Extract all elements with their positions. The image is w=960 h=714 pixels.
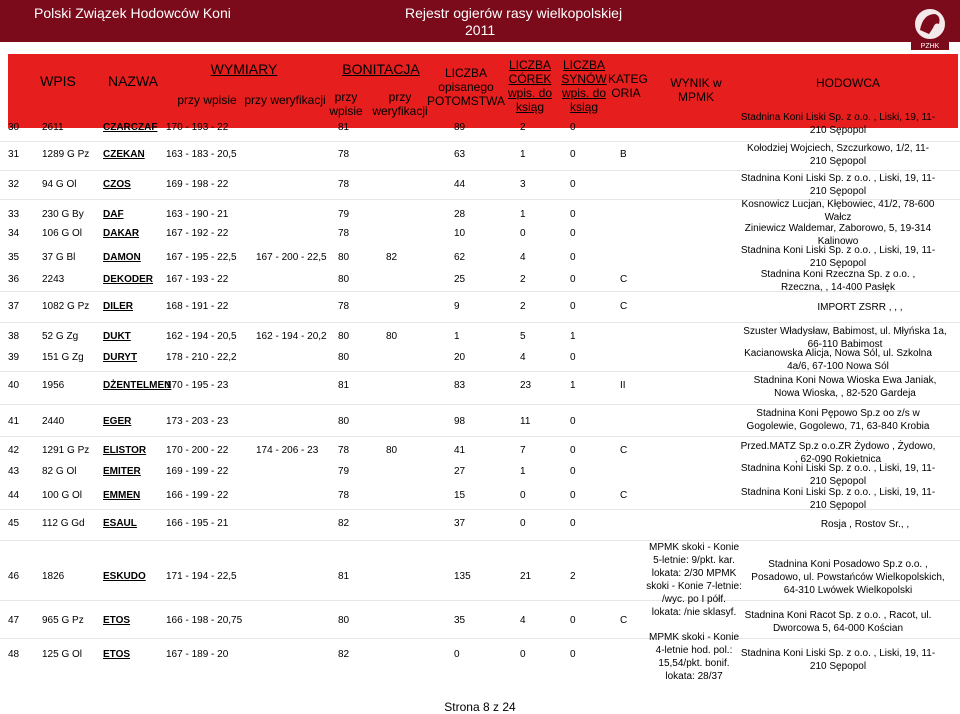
cell-nr: 36 — [8, 274, 20, 285]
cell-nr: 41 — [8, 416, 20, 427]
cell-w1: 178 - 210 - 22,2 — [166, 352, 237, 363]
cell-b1: 81 — [338, 571, 350, 582]
breeder-entry: Stadnina Koni Liski Sp. z o.o. , Liski, 19, 11-210 Sępopol — [740, 463, 936, 487]
breeder-entry: Przed.MATZ Sp.z o.o.ZR Żydowo , Żydowo, , 62-090 Rokietnica — [740, 441, 936, 465]
cell-b1: 78 — [338, 149, 350, 160]
cell-b1: 80 — [338, 252, 350, 263]
cell-nazwa: ETOS — [103, 615, 131, 626]
cell-cor: 23 — [520, 380, 532, 391]
cell-b1: 82 — [338, 518, 350, 529]
cell-wpis: 1956 — [42, 380, 65, 391]
cell-nr: 45 — [8, 518, 20, 529]
cell-nr: 39 — [8, 352, 20, 363]
breeder-entry: Stadnina Koni Racot Sp. z o.o. , Racot, ul. Dworcowa 5, 64-000 Kościan — [744, 610, 932, 634]
cell-syn: 0 — [570, 228, 576, 239]
cell-b2: 80 — [386, 331, 398, 342]
breeder-entry: Ziniewicz Waldemar, Zaborowo, 5, 19-314 Kalinowo — [744, 223, 932, 247]
cell-cor: 4 — [520, 252, 526, 263]
cell-wpis: 82 G Ol — [42, 466, 77, 477]
row-separator — [0, 638, 960, 639]
cell-nazwa: DŻENTELMEN — [103, 380, 172, 391]
cell-kat: C — [620, 445, 628, 456]
cell-w1: 170 - 195 - 23 — [166, 380, 229, 391]
document-title: Rejestr ogierów rasy wielkopolskiej — [405, 5, 623, 21]
cell-cor: 1 — [520, 209, 526, 220]
cell-nr: 47 — [8, 615, 20, 626]
cell-nazwa: CZOS — [103, 179, 131, 190]
cell-w1: 166 - 199 - 22 — [166, 490, 229, 501]
cell-nazwa: CZARCZAF — [103, 122, 158, 133]
header-bonitacja-weryfikacja: przy weryfikacji — [372, 90, 428, 118]
breeder-entry: Stadnina Koni Rzeczna Sp. z o.o. , Rzeczna, , 14-400 Pasłęk — [760, 269, 916, 293]
header-corek: LICZBA CÓREK wpis. do ksiąg — [507, 58, 553, 114]
cell-nr: 46 — [8, 571, 20, 582]
cell-syn: 0 — [570, 122, 576, 133]
header-wpis: WPIS — [40, 73, 76, 89]
cell-nazwa: ETOS — [103, 649, 131, 660]
cell-cor: 2 — [520, 274, 526, 285]
cell-nr: 35 — [8, 252, 20, 263]
cell-pot: 25 — [454, 274, 466, 285]
breeder-entry: Szuster Władysław, Babimost, ul. Młyńska 1a, 66-110 Babimost — [743, 326, 947, 350]
cell-wynik: MPMK skoki - Konie 4-letnie hod. pol.: 15,54/pkt. bonif. lokata: 28/37 — [648, 632, 740, 682]
cell-wpis: 1291 G Pz — [42, 445, 90, 456]
header-wynik: WYNIK w MPMK — [670, 76, 722, 104]
cell-pot: 44 — [454, 179, 466, 190]
cell-syn: 0 — [570, 416, 576, 427]
breeder-entry: Kacianowska Alicja, Nowa Sól, ul. Szkolna 4a/6, 67-100 Nowa Sól — [744, 348, 932, 372]
cell-wpis: 106 G Ol — [42, 228, 83, 239]
cell-wpis: 965 G Pz — [42, 615, 84, 626]
cell-wpis: 230 G By — [42, 209, 84, 220]
cell-b1: 79 — [338, 466, 350, 477]
cell-nr: 34 — [8, 228, 20, 239]
cell-syn: 0 — [570, 209, 576, 220]
cell-wpis: 2611 — [42, 122, 64, 133]
cell-cor: 21 — [520, 571, 532, 582]
cell-nazwa: DAMON — [103, 252, 141, 263]
cell-b1: 81 — [338, 380, 350, 391]
cell-w1: 163 - 190 - 21 — [166, 209, 229, 220]
cell-syn: 0 — [570, 615, 576, 626]
cell-b1: 80 — [338, 615, 350, 626]
cell-w1: 168 - 191 - 22 — [166, 301, 229, 312]
cell-wynik: MPMK skoki - Konie 5-letnie: 9/pkt. kar. lokata: 2/30 MPMK skoki - Konie 7-letnie: /wyc. po I półf. lokata: /nie sklasyf. — [646, 542, 742, 618]
cell-w1: 169 - 199 - 22 — [166, 466, 229, 477]
header-bonitacja: BONITACJA — [342, 61, 420, 77]
cell-w1: 166 - 195 - 21 — [166, 518, 229, 529]
cell-nazwa: ELISTOR — [103, 445, 147, 456]
organization-name: Polski Związek Hodowców Koni — [34, 5, 231, 21]
cell-cor: 4 — [520, 352, 526, 363]
row-separator — [0, 404, 960, 405]
cell-syn: 0 — [570, 466, 576, 477]
cell-nr: 44 — [8, 490, 20, 501]
cell-cor: 0 — [520, 490, 526, 501]
cell-cor: 0 — [520, 649, 526, 660]
cell-syn: 1 — [570, 331, 576, 342]
pzhk-logo — [905, 2, 955, 52]
cell-w1: 170 - 200 - 22 — [166, 445, 229, 456]
cell-cor: 7 — [520, 445, 526, 456]
cell-wpis: 94 G Ol — [42, 179, 77, 190]
cell-cor: 5 — [520, 331, 526, 342]
cell-w1: 167 - 195 - 22,5 — [166, 252, 237, 263]
cell-nazwa: DEKODER — [103, 274, 154, 285]
cell-syn: 0 — [570, 179, 576, 190]
cell-cor: 4 — [520, 615, 526, 626]
cell-pot: 28 — [454, 209, 466, 220]
cell-pot: 20 — [454, 352, 466, 363]
cell-b1: 78 — [338, 490, 350, 501]
cell-nazwa: EMITER — [103, 466, 141, 477]
logo-text: PZHK — [920, 43, 940, 50]
cell-wpis: 151 G Zg — [42, 352, 84, 363]
breeder-entry: Stadnina Koni Posadowo Sp.z o.o. , Posadowo, ul. Powstańców Wielkopolskich, 64-310 Lwówek Wielkopolski — [751, 559, 945, 596]
cell-syn: 1 — [570, 380, 576, 391]
cell-w1: 167 - 192 - 22 — [166, 228, 229, 239]
header-kategoria: KATEG ORIA — [608, 72, 648, 100]
cell-b1: 79 — [338, 209, 350, 220]
header-potomstwo: LICZBA opisanego POTOMSTWA — [427, 66, 505, 108]
cell-w1: 167 - 189 - 20 — [166, 649, 229, 660]
row-separator — [0, 600, 960, 601]
cell-w2: 167 - 200 - 22,5 — [256, 252, 327, 263]
cell-b1: 78 — [338, 228, 350, 239]
breeder-entry: Stadnina Koni Liski Sp. z o.o. , Liski, 19, 11-210 Sępopol — [740, 245, 936, 269]
cell-wpis: 2243 — [42, 274, 65, 285]
cell-nr: 30 — [8, 122, 20, 133]
cell-syn: 0 — [570, 301, 576, 312]
cell-pot: 35 — [454, 615, 466, 626]
cell-nr: 42 — [8, 445, 20, 456]
cell-pot: 41 — [454, 445, 466, 456]
cell-wpis: 1082 G Pz — [42, 301, 90, 312]
cell-wpis: 1826 — [42, 571, 65, 582]
cell-b2: 80 — [386, 445, 398, 456]
breeder-entry: Stadnina Koni Liski Sp. z o.o. , Liski, 19, 11-210 Sępopol — [740, 173, 936, 197]
breeder-entry: IMPORT ZSRR , , , — [817, 302, 903, 313]
header-wymiary: WYMIARY — [210, 61, 278, 77]
cell-syn: 0 — [570, 149, 576, 160]
cell-kat: C — [620, 615, 628, 626]
cell-nazwa: EGER — [103, 416, 132, 427]
cell-w1: 170 - 193 - 22 — [166, 122, 229, 133]
breeder-entry: Stadnina Koni Liski Sp. z o.o. , Liski, 19, 11-210 Sępopol — [740, 112, 936, 136]
cell-b1: 80 — [338, 416, 350, 427]
cell-nazwa: DURYT — [103, 352, 138, 363]
cell-cor: 2 — [520, 122, 526, 133]
cell-nr: 33 — [8, 209, 20, 220]
cell-wpis: 112 G Gd — [42, 518, 85, 529]
cell-pot: 15 — [454, 490, 466, 501]
cell-syn: 0 — [570, 649, 576, 660]
cell-w1: 162 - 194 - 20,5 — [166, 331, 237, 342]
cell-nazwa: DILER — [103, 301, 133, 312]
cell-wpis: 125 G Ol — [42, 649, 83, 660]
cell-w1: 166 - 198 - 20,75 — [166, 615, 243, 626]
cell-b1: 80 — [338, 331, 350, 342]
cell-kat: C — [620, 490, 628, 501]
cell-b1: 80 — [338, 352, 350, 363]
cell-wpis: 2440 — [42, 416, 65, 427]
cell-nr: 38 — [8, 331, 20, 342]
cell-w1: 169 - 198 - 22 — [166, 179, 229, 190]
cell-cor: 0 — [520, 228, 526, 239]
cell-nr: 43 — [8, 466, 20, 477]
cell-syn: 0 — [570, 252, 576, 263]
cell-syn: 0 — [570, 274, 576, 285]
top-banner — [0, 0, 960, 42]
cell-nr: 37 — [8, 301, 20, 312]
header-bonitacja-wpis: przy wpisie — [329, 90, 363, 118]
breeder-entry: Kołodziej Wojciech, Szczurkowo, 1/2, 11-210 Sępopol — [747, 143, 929, 167]
cell-kat: B — [620, 149, 627, 160]
header-wymiary-weryfikacja: przy weryfikacji — [244, 93, 326, 107]
cell-wpis: 1289 G Pz — [42, 149, 90, 160]
cell-kat: C — [620, 301, 628, 312]
header-hodowca: HODOWCA — [816, 76, 880, 90]
breeder-entry: Stadnina Koni Pępowo Sp.z oo z/s w Gogolewie, Gogolewo, 71, 63-840 Krobia — [746, 408, 930, 432]
breeder-entry: Stadnina Koni Liski Sp. z o.o. , Liski, 19, 11-210 Sępopol — [740, 648, 936, 672]
cell-syn: 0 — [570, 518, 576, 529]
cell-syn: 0 — [570, 445, 576, 456]
cell-b1: 82 — [338, 649, 350, 660]
cell-wpis: 100 G Ol — [42, 490, 83, 501]
cell-nazwa: ESKUDO — [103, 571, 146, 582]
cell-pot: 63 — [454, 149, 466, 160]
cell-nazwa: DUKT — [103, 331, 131, 342]
cell-cor: 1 — [520, 149, 526, 160]
cell-pot: 37 — [454, 518, 466, 529]
row-separator — [0, 436, 960, 437]
header-wymiary-wpis: przy wpisie — [177, 93, 237, 107]
cell-w2: 174 - 206 - 23 — [256, 445, 319, 456]
breeder-entry: Rosja , Rostov Sr., , — [820, 519, 910, 530]
header-synow: LICZBA SYNÓW wpis. do ksiąg — [561, 58, 607, 114]
cell-b1: 81 — [338, 122, 350, 133]
cell-w1: 173 - 203 - 23 — [166, 416, 229, 427]
cell-b1: 78 — [338, 445, 350, 456]
cell-pot: 83 — [454, 380, 466, 391]
cell-b1: 78 — [338, 179, 350, 190]
cell-w1: 163 - 183 - 20,5 — [166, 149, 237, 160]
cell-syn: 0 — [570, 490, 576, 501]
cell-pot: 135 — [454, 571, 471, 582]
cell-pot: 62 — [454, 252, 466, 263]
breeder-entry: Stadnina Koni Nowa Wioska Ewa Janiak, Nowa Wioska, , 82-520 Gardeja — [753, 375, 937, 399]
header-nazwa: NAZWA — [107, 73, 159, 89]
cell-pot: 9 — [454, 301, 460, 312]
cell-b2: 82 — [386, 252, 398, 263]
cell-pot: 89 — [454, 122, 466, 133]
row-separator — [0, 170, 960, 171]
cell-kat: II — [620, 380, 626, 391]
cell-w2: 162 - 194 - 20,2 — [256, 331, 327, 342]
breeder-entry: Stadnina Koni Liski Sp. z o.o. , Liski, 19, 11-210 Sępopol — [740, 487, 936, 511]
cell-pot: 10 — [454, 228, 466, 239]
cell-syn: 2 — [570, 571, 576, 582]
cell-pot: 98 — [454, 416, 466, 427]
cell-nr: 32 — [8, 179, 20, 190]
cell-nazwa: DAF — [103, 209, 124, 220]
document-year: 2011 — [465, 22, 496, 38]
page-footer: Strona 8 z 24 — [444, 700, 516, 714]
cell-cor: 11 — [520, 416, 531, 427]
cell-kat: C — [620, 274, 628, 285]
cell-wpis: 37 G Bl — [42, 252, 76, 263]
cell-nazwa: CZEKAN — [103, 149, 145, 160]
cell-pot: 0 — [454, 649, 460, 660]
cell-pot: 27 — [454, 466, 466, 477]
cell-b1: 78 — [338, 301, 350, 312]
cell-nazwa: EMMEN — [103, 490, 141, 501]
cell-pot: 1 — [454, 331, 460, 342]
cell-b1: 80 — [338, 274, 350, 285]
cell-w1: 167 - 193 - 22 — [166, 274, 229, 285]
cell-syn: 0 — [570, 352, 576, 363]
cell-nazwa: DAKAR — [103, 228, 140, 239]
cell-wpis: 52 G Zg — [42, 331, 79, 342]
cell-nr: 40 — [8, 380, 20, 391]
cell-nr: 31 — [8, 149, 20, 160]
breeder-entry: Kosnowicz Lucjan, Kłębowiec, 41/2, 78-600 Wałcz — [741, 199, 935, 223]
cell-w1: 171 - 194 - 22,5 — [166, 571, 237, 582]
cell-cor: 3 — [520, 179, 526, 190]
cell-nazwa: ESAUL — [103, 518, 137, 529]
cell-nr: 48 — [8, 649, 20, 660]
cell-cor: 2 — [520, 301, 526, 312]
cell-cor: 1 — [520, 466, 526, 477]
row-separator — [0, 540, 960, 541]
row-separator — [0, 322, 960, 323]
cell-cor: 0 — [520, 518, 526, 529]
